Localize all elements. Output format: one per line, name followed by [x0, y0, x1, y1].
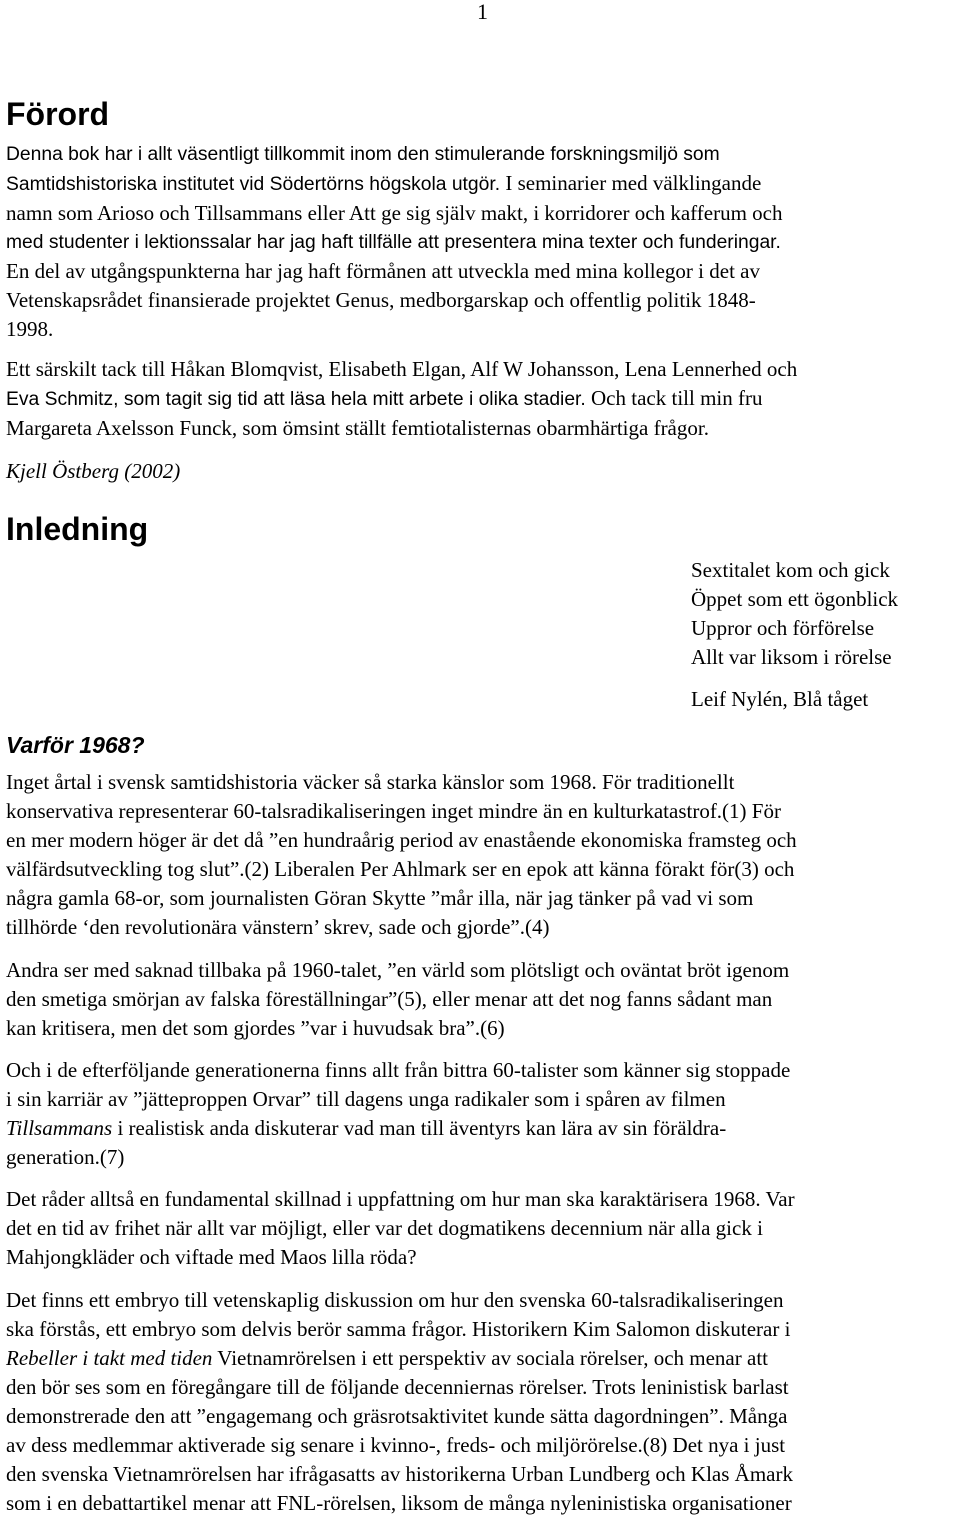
text-line: Ett särskilt tack till Håkan Blomqvist, Elisabeth Elgan, Alf W Johansson, Lena Lennerhed och — [6, 357, 798, 381]
text-line: En del av utgångspunkterna har jag haft förmånen att utveckla med mina kollegor i det av — [6, 259, 760, 283]
text-line: Det råder alltså en fundamental skillnad i uppfattning om hur man ska karaktärisera 1968. Var — [6, 1187, 795, 1211]
text-line: ska förstås, ett embryo som delvis berör samma frågor. Historikern Kim Salomon diskuterar i — [6, 1317, 791, 1341]
forord-paragraph-2 — [6, 355, 960, 443]
text-line: generation.(7) — [6, 1145, 125, 1169]
text-line: namn som Arioso och Tillsammans eller Att ge sig själv makt, i korridorer och kafferum och — [6, 201, 783, 225]
text-line: den smetiga smörjan av falska föreställningar”(5), eller menar att det nog fanns sådant man — [6, 987, 773, 1011]
text-line: Mahjongkläder och viftade med Maos lilla röda? — [6, 1245, 417, 1269]
varfor-paragraph-4 — [6, 1185, 960, 1272]
book-title: Rebeller i takt med tiden — [6, 1346, 213, 1370]
text-line: några gamla 68-or, som journalisten Göran Skytte ”mår illa, när jag tänker på vad vi som — [6, 886, 754, 910]
heading-inledning: Inledning — [6, 511, 149, 547]
text-line: det en tid av frihet när allt var möjligt, eller var det dogmatikens decennium när alla gick i — [6, 1216, 763, 1240]
text-line: Och i de efterföljande generationerna finns allt från bittra 60-talister som känner sig stoppade — [6, 1058, 791, 1082]
varfor-paragraph-2 — [6, 956, 960, 1043]
poem-line: Sextitalet kom och gick — [691, 558, 890, 582]
poem-line: Uppror och förförelse — [691, 616, 875, 640]
film-title: Tillsammans — [6, 1116, 113, 1140]
text-line: Och tack till min fru — [585, 386, 763, 410]
text-line: Vetenskapsrådet finansierade projektet Genus, medborgarskap och offentlig politik 1848- — [6, 288, 756, 312]
heading-forord: Förord — [6, 96, 110, 132]
text-line: den svenska Vietnamrörelsen har ifrågasatts av historikerna Urban Lundberg och Klas Åmark — [6, 1462, 793, 1486]
varfor-paragraph-3 — [6, 1056, 960, 1172]
poem-line: Allt var liksom i rörelse — [691, 645, 892, 669]
text-line: Inget årtal i svensk samtidshistoria väcker så starka känslor som 1968. För traditionellt — [6, 770, 735, 794]
text-line: Margareta Axelsson Funck, som ömsint ställt femtiotalisternas obarmhärtiga frågor. — [6, 416, 709, 440]
text-line: i sin karriär av ”jätteproppen Orvar” till dagens unga radikaler som i spåren av filmen — [6, 1087, 726, 1111]
text-line: som i en debattartikel menar att FNL-rörelsen, liksom de många nyleninistiska organisationer — [6, 1491, 792, 1515]
text-line: i realistisk anda diskuterar vad man till äventyrs kan lära av sin föräldra- — [112, 1116, 727, 1140]
varfor-paragraph-5 — [6, 1286, 960, 1518]
text-line: tillhörde ‘den revolutionära vänstern’ skrev, sade och gjorde”.(4) — [6, 915, 550, 939]
text-line: Denna bok har i allt väsentligt tillkommit inom den stimulerande forskningsmiljö som — [6, 144, 720, 165]
epigraph-source — [691, 685, 868, 714]
forord-paragraph-1 — [6, 140, 960, 344]
page-number: 1 — [477, 0, 488, 24]
poem-line: Öppet som ett ögonblick — [691, 587, 899, 611]
varfor-paragraph-1 — [6, 768, 960, 942]
text-line: Eva Schmitz, som tagit sig tid att läsa hela mitt arbete i olika stadier. — [6, 389, 586, 410]
text-line: Vietnamrörelsen i ett perspektiv av sociala rörelser, och menar att — [212, 1346, 768, 1370]
text-line: 1998. — [6, 317, 54, 341]
text-line: konservativa representerar 60-talsradikaliseringen inget mindre än en kulturkatastrof.(1) För — [6, 799, 781, 823]
text-line: Andra ser med saknad tillbaka på 1960-talet, ”en värld som plötsligt och oväntat bröt igenom — [6, 958, 790, 982]
text-line: Det finns ett embryo till vetenskaplig diskussion om hur den svenska 60-talsradikaliseringen — [6, 1288, 784, 1312]
poem-source-text: Leif Nylén, Blå tåget — [691, 687, 869, 711]
text-line: med studenter i lektionssalar har jag haft tillfälle att presentera mina texter och funderingar. — [6, 232, 781, 253]
text-line: välfärdsutveckling tog slut”.(2) Liberalen Per Ahlmark ser en epok att känna förakt för(3) och — [6, 857, 795, 881]
text-line: I seminarier med välklingande — [500, 171, 762, 195]
text-line: en mer modern höger är det då ”en hundraårig period av enastående ekonomiska framsteg och — [6, 828, 797, 852]
text-line: den bör ses som en föregångare till de följande decenniernas rörelser. Trots leninistisk barlast — [6, 1375, 789, 1399]
text-line: Samtidshistoriska institutet vid Södertörns högskola utgör. — [6, 174, 501, 195]
heading-varfor-1968: Varför 1968? — [6, 732, 145, 758]
author-signature: Kjell Östberg (2002) — [6, 459, 181, 483]
text-line: demonstrerade den att ”engagemang och gräsrotsaktivitet kunde sätta dagordningen”. Många — [6, 1404, 788, 1428]
epigraph-poem — [691, 556, 898, 672]
text-line: kan kritisera, men det som gjordes ”var i huvudsak bra”.(6) — [6, 1016, 505, 1040]
text-line: av dess medlemmar aktiverade sig senare i kvinno-, freds- och miljörörelse.(8) Det nya i just — [6, 1433, 786, 1457]
